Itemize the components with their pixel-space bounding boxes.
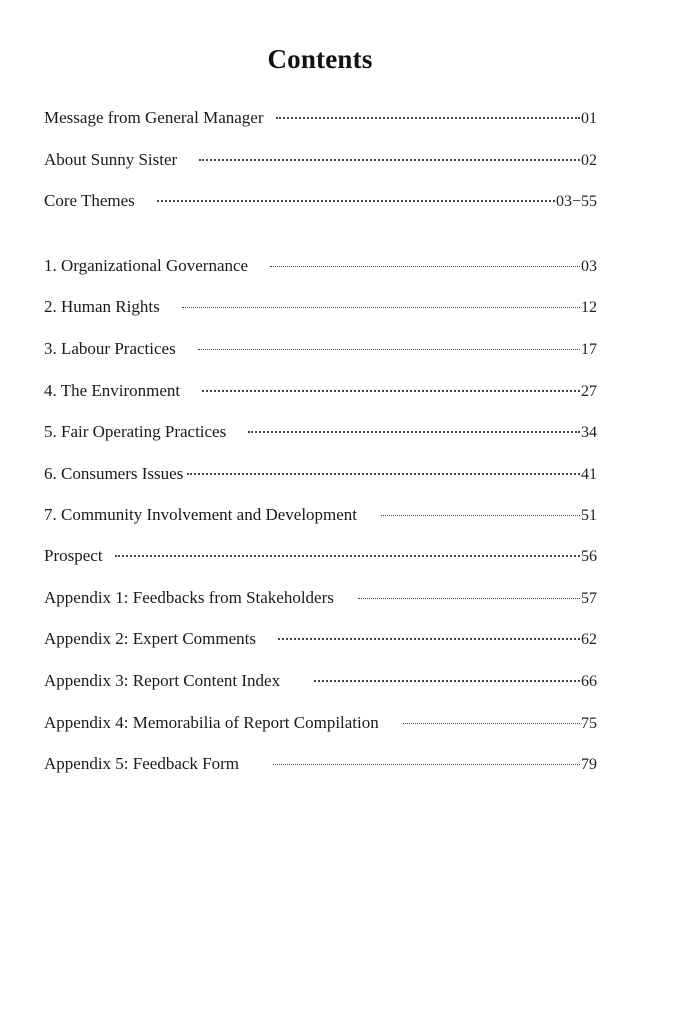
- toc-entry-label: Appendix 5: Feedback Form: [44, 754, 239, 773]
- dot-leader: [182, 306, 580, 308]
- toc-entry-label: 2. Human Rights: [44, 297, 160, 316]
- dot-leader: [202, 389, 580, 392]
- toc-entry-appendix-5[interactable]: [44, 752, 597, 776]
- toc-entry-label: Appendix 4: Memorabilia of Report Compilation: [44, 713, 379, 732]
- toc-entry-label: 6. Consumers Issues: [44, 464, 184, 483]
- toc-entry-label: 1. Organizational Governance: [44, 256, 249, 275]
- toc-entry-label: 3. Labour Practices: [44, 339, 176, 358]
- toc-entry-page: 01: [581, 110, 597, 127]
- toc-entry-appendix-4[interactable]: [44, 711, 597, 735]
- dot-leader: [278, 637, 580, 640]
- toc-entry-page: 02: [581, 152, 597, 169]
- toc-entry-appendix-2[interactable]: [44, 627, 597, 651]
- toc-entry-page: 03: [581, 258, 597, 275]
- toc-entry-label: Core Themes: [44, 191, 135, 210]
- toc-entry-label: Message from General Manager: [44, 108, 264, 127]
- toc-entry-core-themes[interactable]: [44, 189, 597, 213]
- dot-leader: [187, 472, 580, 475]
- dot-leader: [198, 348, 580, 350]
- toc-entry-fair-operating-practices[interactable]: [44, 420, 597, 444]
- toc-entry-label: Appendix 2: Expert Comments: [44, 629, 257, 648]
- toc-entry-message-from-general-manager[interactable]: [44, 106, 597, 130]
- toc-entry-label: Appendix 1: Feedbacks from Stakeholders: [44, 588, 334, 607]
- dot-leader: [157, 199, 555, 202]
- toc-entry-page: 57: [581, 590, 597, 607]
- dot-leader: [248, 430, 580, 433]
- toc-entry-label: Appendix 3: Report Content Index: [44, 671, 281, 690]
- toc-entry-prospect[interactable]: [44, 544, 597, 568]
- toc-entry-page: 56: [581, 548, 597, 565]
- toc-entry-page: 27: [581, 383, 597, 400]
- toc-entry-appendix-3[interactable]: [44, 669, 597, 693]
- toc-entry-page: 79: [581, 756, 597, 773]
- toc-entry-the-environment[interactable]: [44, 379, 597, 403]
- toc-entry-label: Prospect: [44, 546, 103, 565]
- toc-entry-about-sunny-sister[interactable]: [44, 148, 597, 172]
- toc-entry-page: 66: [581, 673, 597, 690]
- toc-entry-organizational-governance[interactable]: [44, 254, 597, 278]
- toc-entry-page: 03−55: [555, 193, 597, 210]
- dot-leader: [381, 514, 580, 516]
- dot-leader: [199, 158, 580, 161]
- toc-entry-human-rights[interactable]: [44, 295, 597, 319]
- dot-leader: [403, 722, 580, 724]
- toc-entry-page: 12: [581, 299, 597, 316]
- toc-entry-label: 4. The Environment: [44, 381, 181, 400]
- dot-leader: [276, 116, 581, 119]
- toc-entry-page: 62: [581, 631, 597, 648]
- dot-leader: [115, 554, 580, 557]
- toc-entry-page: 51: [581, 507, 597, 524]
- toc-entry-appendix-1[interactable]: [44, 586, 597, 610]
- toc-entry-page: 34: [581, 424, 597, 441]
- toc-entry-label: About Sunny Sister: [44, 150, 178, 169]
- dot-leader: [270, 265, 580, 267]
- toc-entry-page: 75: [581, 715, 597, 732]
- toc-entry-consumers-issues[interactable]: [44, 462, 597, 486]
- toc-entry-label: 5. Fair Operating Practices: [44, 422, 227, 441]
- toc-entry-label: 7. Community Involvement and Development: [44, 505, 358, 524]
- page-title: Contents: [267, 44, 373, 74]
- toc-entry-page: 17: [581, 341, 597, 358]
- dot-leader: [273, 763, 580, 765]
- dot-leader: [314, 679, 580, 682]
- dot-leader: [358, 597, 580, 599]
- toc-entry-page: 41: [581, 466, 597, 483]
- toc-entry-community-involvement[interactable]: [44, 503, 597, 527]
- toc-entry-labour-practices[interactable]: [44, 337, 597, 361]
